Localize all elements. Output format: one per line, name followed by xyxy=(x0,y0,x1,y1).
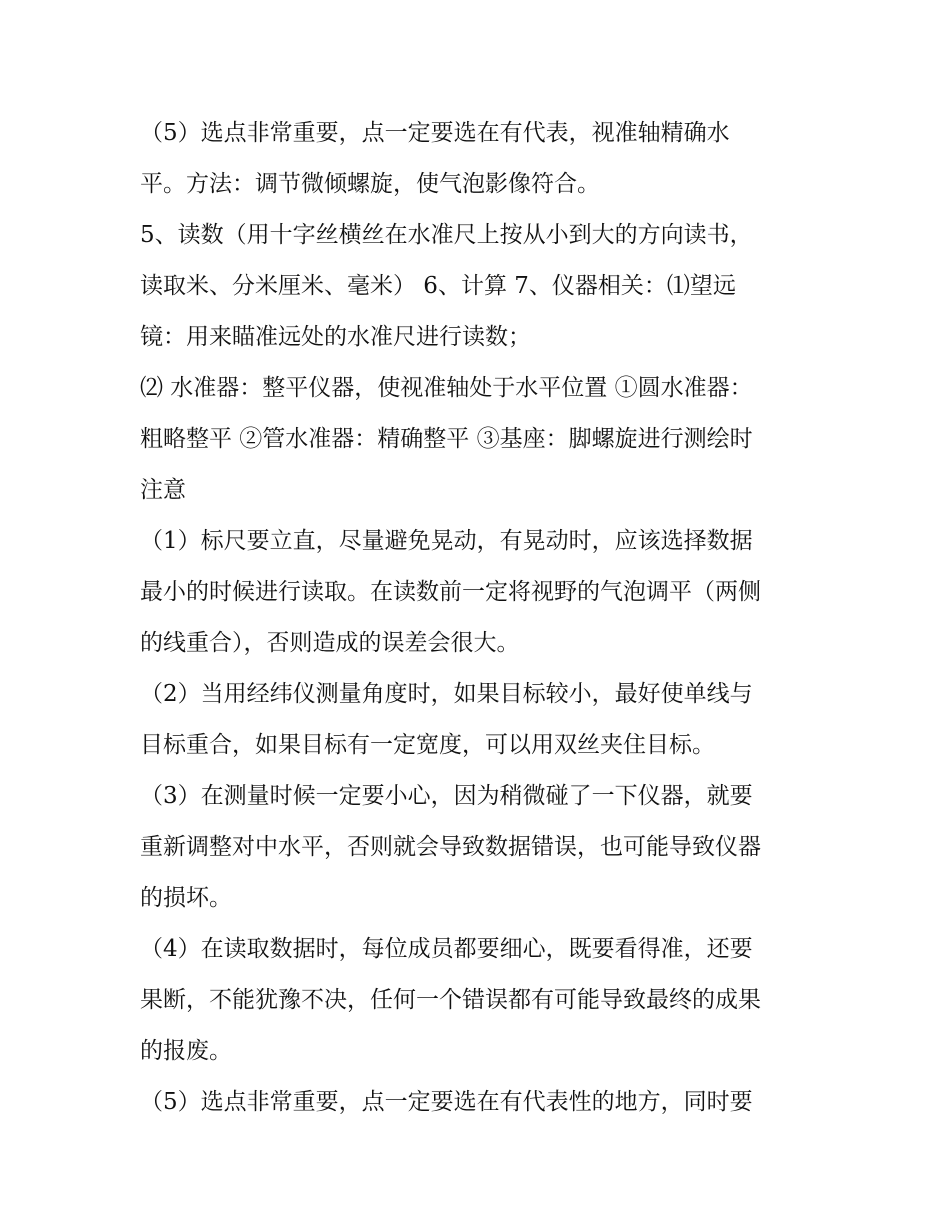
text-line: （3）在测量时候一定要小心，因为稍微碰了一下仪器，就要 xyxy=(140,783,753,809)
text-line: 的报废。 xyxy=(140,1038,232,1064)
text-line: （2）当用经纬仪测量角度时，如果目标较小，最好使单线与 xyxy=(140,681,753,707)
text-line: 重新调整对中水平，否则就会导致数据错误，也可能导致仪器 xyxy=(140,834,761,860)
text-line: 读取米、分米厘米、毫米） 6、计算 7、仪器相关：⑴望远 xyxy=(140,273,736,299)
text-line: 平。方法：调节微倾螺旋，使气泡影像符合。 xyxy=(140,171,600,197)
text-line: 最小的时候进行读取。在读数前一定将视野的气泡调平（两侧 xyxy=(140,579,761,605)
text-line: 的损坏。 xyxy=(140,885,232,911)
text-line: 镜：用来瞄准远处的水准尺进行读数； xyxy=(140,324,531,350)
document-body xyxy=(140,108,820,1128)
text-line: ⑵ 水准器：整平仪器，使视准轴处于水平位置 ①圆水准器： xyxy=(140,375,753,401)
text-line: 的线重合），否则造成的误差会很大。 xyxy=(140,630,520,656)
text-line: （4）在读取数据时，每位成员都要细心，既要看得准，还要 xyxy=(140,936,753,962)
text-line: （1）标尺要立直，尽量避免晃动，有晃动时，应该选择数据 xyxy=(140,528,753,554)
text-line: （5）选点非常重要，点一定要选在有代表，视准轴精确水 xyxy=(140,120,730,146)
text-line: 粗略整平 ②管水准器：精确整平 ③基座：脚螺旋进行测绘时 xyxy=(140,426,753,452)
text-line: 注意 xyxy=(140,477,186,503)
text-line: （5）选点非常重要，点一定要选在有代表性的地方，同时要 xyxy=(140,1089,753,1115)
text-line: 5、读数（用十字丝横丝在水准尺上按从小到大的方向读书， xyxy=(140,222,753,248)
text-line: 目标重合，如果目标有一定宽度，可以用双丝夹住目标。 xyxy=(140,732,715,758)
text-line: 果断，不能犹豫不决，任何一个错误都有可能导致最终的成果 xyxy=(140,987,761,1013)
